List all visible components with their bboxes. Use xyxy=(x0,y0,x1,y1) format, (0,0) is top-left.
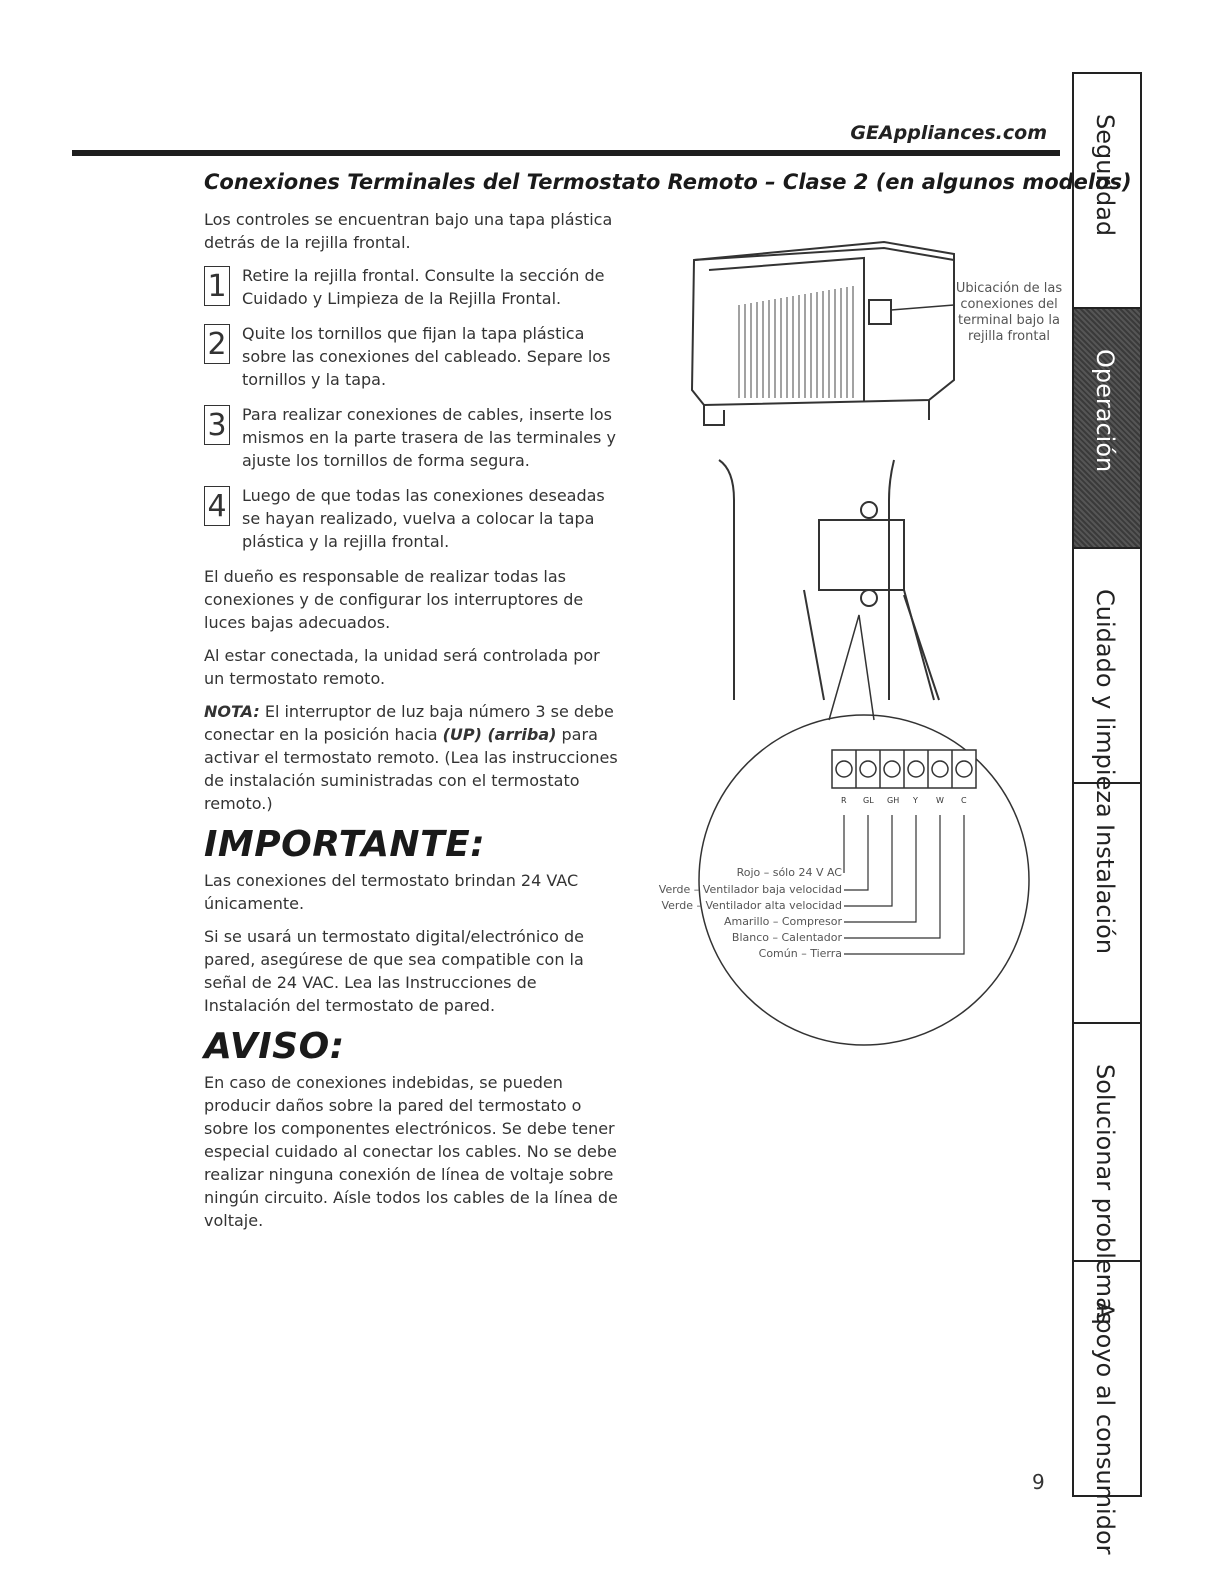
nota-emphasis: (UP) (arriba) xyxy=(442,725,557,744)
importante-p1: Las conexiones del termostato brindan 24 VAC únicamente. xyxy=(204,871,579,913)
owner-note: El dueño es responsable de realizar todas las conexiones y de configurar los interruptores de luces bajas adecuados. xyxy=(204,567,584,632)
tab-label: Cuidado y limpieza xyxy=(1091,589,1119,818)
header-rule xyxy=(72,150,1060,156)
tab-seguridad[interactable] xyxy=(1074,74,1140,309)
intro-text: Los controles se encuentran bajo una tapa plástica detrás de la rejilla frontal. xyxy=(204,210,613,252)
step-text: Para realizar conexiones de cables, inserte los mismos en la parte trasera de las terminales y ajuste los tornillos de forma segura. xyxy=(242,405,616,470)
step-text: Retire la rejilla frontal. Consulte la sección de Cuidado y Limpieza de la Rejilla Frontal. xyxy=(242,266,605,308)
terminal-strip xyxy=(832,750,976,788)
section-tabs xyxy=(1072,72,1142,1555)
step-text: Luego de que todas las conexiones deseadas se hayan realizado, vuelva a colocar la tapa plástica y la rejilla frontal. xyxy=(242,486,605,551)
location-leader xyxy=(891,305,954,310)
aviso-heading: AVISO: xyxy=(204,1026,345,1067)
step-number: 2 xyxy=(204,324,230,364)
tab-cuidado[interactable] xyxy=(1074,549,1140,818)
wiring-diagram xyxy=(658,230,1064,1060)
step-2 xyxy=(204,322,624,391)
tab-operacion[interactable] xyxy=(1074,309,1140,549)
importante-heading: IMPORTANTE: xyxy=(204,824,486,865)
step-number: 4 xyxy=(204,486,230,526)
nota-label: NOTA: xyxy=(204,702,260,721)
importante-p2: Si se usará un termostato digital/electrónico de pared, asegúrese de que sea compatible con la señal de 24 VAC. Lea las Instrucciones de Instalación del termostato de pared. xyxy=(204,927,585,1015)
site-url: GEAppliances.com xyxy=(850,122,1047,144)
wire-label-red: Rojo – sólo 24 V AC xyxy=(736,866,842,879)
wire-label-green-high: Verde – Ventilador alta velocidad xyxy=(661,899,842,912)
step-number: 1 xyxy=(204,266,230,306)
nota-text-after: para activar el termostato remoto. (Lea las instrucciones de instalación suministradas con el termostato remoto.) xyxy=(204,725,618,813)
terminal-box-illustration xyxy=(719,460,939,700)
wire-label-green-low: Verde – Ventilador baja velocidad xyxy=(658,883,842,896)
wire-leaders xyxy=(844,815,964,954)
text-column xyxy=(204,208,624,1242)
terminal-gl: GL xyxy=(863,796,874,805)
step-number: 3 xyxy=(204,405,230,445)
magnifier-illustration xyxy=(699,615,1029,1045)
step-1 xyxy=(204,264,624,310)
terminal-y: Y xyxy=(913,796,918,805)
grille-lines xyxy=(739,286,853,398)
tab-label: Seguridad xyxy=(1091,114,1119,237)
terminal-c: C xyxy=(961,796,967,805)
page-number: 9 xyxy=(1032,1470,1045,1494)
tab-instalacion[interactable] xyxy=(1074,784,1140,1024)
step-text: Quite los tornillos que fijan la tapa plástica sobre las conexiones del cableado. Separe los tornillos y la tapa. xyxy=(242,324,611,389)
location-label: Ubicación de las conexiones del terminal bajo la rejilla frontal xyxy=(955,281,1063,344)
tab-apoyo[interactable] xyxy=(1074,1262,1140,1555)
aviso-p1: En caso de conexiones indebidas, se pueden producir daños sobre la pared del termostato o sobre los componentes electrónicos. Se debe tener especial cuidado al conectar los cables. No se debe realizar ninguna conexión de línea de voltaje sobre ningún circuito. Aísle todos los cables de la línea de voltaje. xyxy=(204,1073,618,1230)
wire-label-common: Común – Tierra xyxy=(758,947,842,960)
tab-label: Apoyo al consumidor xyxy=(1091,1302,1119,1555)
tab-solucionar[interactable] xyxy=(1074,1024,1140,1325)
tab-label: Operación xyxy=(1091,349,1119,473)
nota-paragraph xyxy=(204,700,624,815)
terminal-r: R xyxy=(841,796,847,805)
terminal-w: W xyxy=(936,796,944,805)
nota-text-before: El interruptor de luz baja número 3 se debe conectar en la posición hacia xyxy=(204,702,614,744)
section-title: Conexiones Terminales del Termostato Remoto – Clase 2 (en algunos modelos) xyxy=(204,170,1132,194)
terminal-gh: GH xyxy=(887,796,900,805)
tab-label: Instalación xyxy=(1091,824,1119,955)
step-4 xyxy=(204,484,624,553)
connected-note: Al estar conectada, la unidad será controlada por un termostato remoto. xyxy=(204,646,600,688)
wire-label-white: Blanco – Calentador xyxy=(731,931,842,944)
diagram-drawing xyxy=(664,230,1064,1060)
step-3 xyxy=(204,403,624,472)
tab-label: Solucionar problemas xyxy=(1091,1064,1119,1325)
wire-label-yellow: Amarillo – Compresor xyxy=(723,915,842,928)
